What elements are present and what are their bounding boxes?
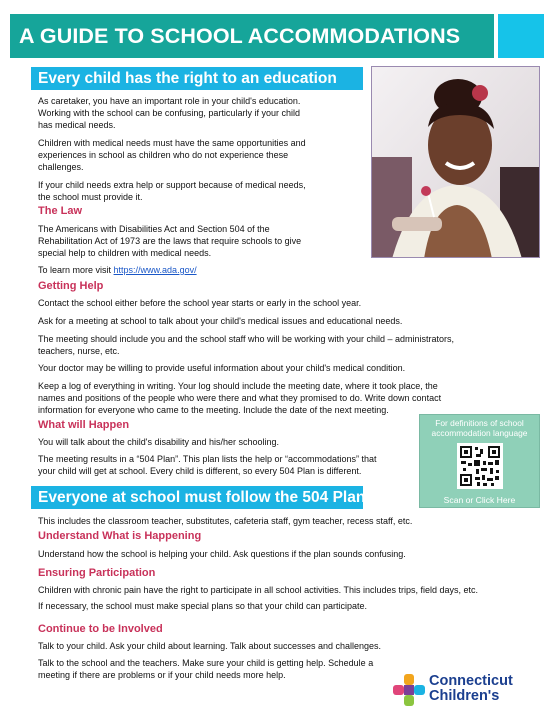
getting-help-line: Ask for a meeting at school to talk about your child's medical issues and educational needs.	[38, 316, 403, 326]
involved-line: Talk to your child. Ask your child about learning. Talk about successes and challenges.	[38, 641, 382, 651]
qr-caption	[420, 415, 539, 438]
understand-line: Understand how the school is helping your child. Ask questions if the plan sounds confusing.	[38, 549, 406, 559]
logo-line: Connecticut	[429, 673, 513, 689]
header-bar	[10, 14, 494, 58]
intro-line: As caretaker, you have an important role in your child's education.	[38, 96, 301, 106]
getting-help-line: The meeting should include you and the school staff who will be working with your child – administrators,	[38, 334, 455, 344]
header-accent-square	[498, 14, 544, 58]
heading-involved: Continue to be Involved	[38, 623, 163, 635]
law-line: The Americans with Disabilities Act and Section 504 of the	[38, 224, 270, 234]
logo-cross-icon	[393, 674, 425, 706]
heading-the-law: The Law	[38, 205, 83, 217]
getting-help-line: Keep a log of everything in writing. Your log should include the meeting date, where it took place, the	[38, 381, 438, 391]
participation-line: Children with chronic pain have the right to participate in all school activities. This includes trips, field days, etc.	[38, 585, 479, 595]
law-learn-more	[38, 265, 197, 277]
intro-line: If your child needs extra help or support because of medical needs,	[38, 180, 306, 190]
qr-code-box[interactable]	[419, 414, 540, 508]
connecticut-childrens-logo	[393, 672, 543, 710]
getting-help-line: Your doctor may be willing to provide useful information about your child's medical condition.	[38, 363, 406, 373]
what-will-happen-line: your child will get at school. Every child is different, so every 504 Plan is different.	[38, 466, 362, 476]
qr-caption-line: accommodation language	[431, 428, 528, 438]
getting-help-line: information for everyone who came to the meeting. Include the date of the next meeting.	[38, 405, 389, 415]
involved-line: Talk to the school and the teachers. Make sure your child is getting help. Schedule a	[38, 658, 374, 668]
what-will-happen-line: The meeting results in a “504 Plan”. This plan lists the help or “accommodations” that	[38, 454, 377, 464]
learn-more-text: To learn more visit	[38, 265, 114, 275]
heading-getting-help: Getting Help	[38, 280, 104, 292]
what-will-happen-line: You will talk about the child's disability and his/her schooling.	[38, 437, 280, 447]
logo-wordmark	[429, 674, 513, 704]
intro-line: the school must provide it.	[38, 192, 143, 202]
getting-help-line: teachers, nurse, etc.	[38, 346, 120, 356]
banner-follow-504: Everyone at school must follow the 504 Plan.	[31, 486, 363, 509]
law-line: Rehabilitation Act of 1973 are the laws that require schools to give	[38, 236, 302, 246]
involved-line: meeting if there are problems or if your child needs more help.	[38, 670, 286, 680]
heading-what-will-happen: What will Happen	[38, 419, 130, 431]
getting-help-line: names and positions of the people who were there and what they promised to do. Write down contact	[38, 393, 442, 403]
intro-line: challenges.	[38, 162, 84, 172]
ada-link[interactable]: https://www.ada.gov/	[113, 265, 197, 275]
qr-scan-link[interactable]: Scan or Click Here	[443, 495, 516, 505]
intro-line: Children with medical needs must have the same opportunities and	[38, 138, 306, 148]
participation-line: If necessary, the school must make special plans so that your child can participate.	[38, 601, 367, 611]
plan504-line: This includes the classroom teacher, substitutes, cafeteria staff, gym teacher, recess staff, etc.	[38, 516, 413, 526]
intro-line: Working with the school can be confusing, particularly if your child	[38, 108, 300, 118]
page-title: A GUIDE TO SCHOOL ACCOMMODATIONS	[19, 23, 461, 48]
qr-caption-line: For definitions of school	[435, 418, 524, 428]
getting-help-line: Contact the school either before the school year starts or early in the school year.	[38, 298, 362, 308]
intro-line: experiences in school as children who do not experience these	[38, 150, 289, 160]
qr-code-icon[interactable]	[457, 443, 503, 489]
logo-line: Children's	[429, 688, 500, 704]
heading-understand: Understand What is Happening	[38, 530, 202, 542]
student-photo	[371, 66, 540, 258]
banner-right-to-education: Every child has the right to an education	[31, 67, 363, 90]
law-line: special help to children with medical needs.	[38, 248, 212, 258]
intro-line: has medical needs.	[38, 120, 116, 130]
heading-participation: Ensuring Participation	[38, 567, 156, 579]
